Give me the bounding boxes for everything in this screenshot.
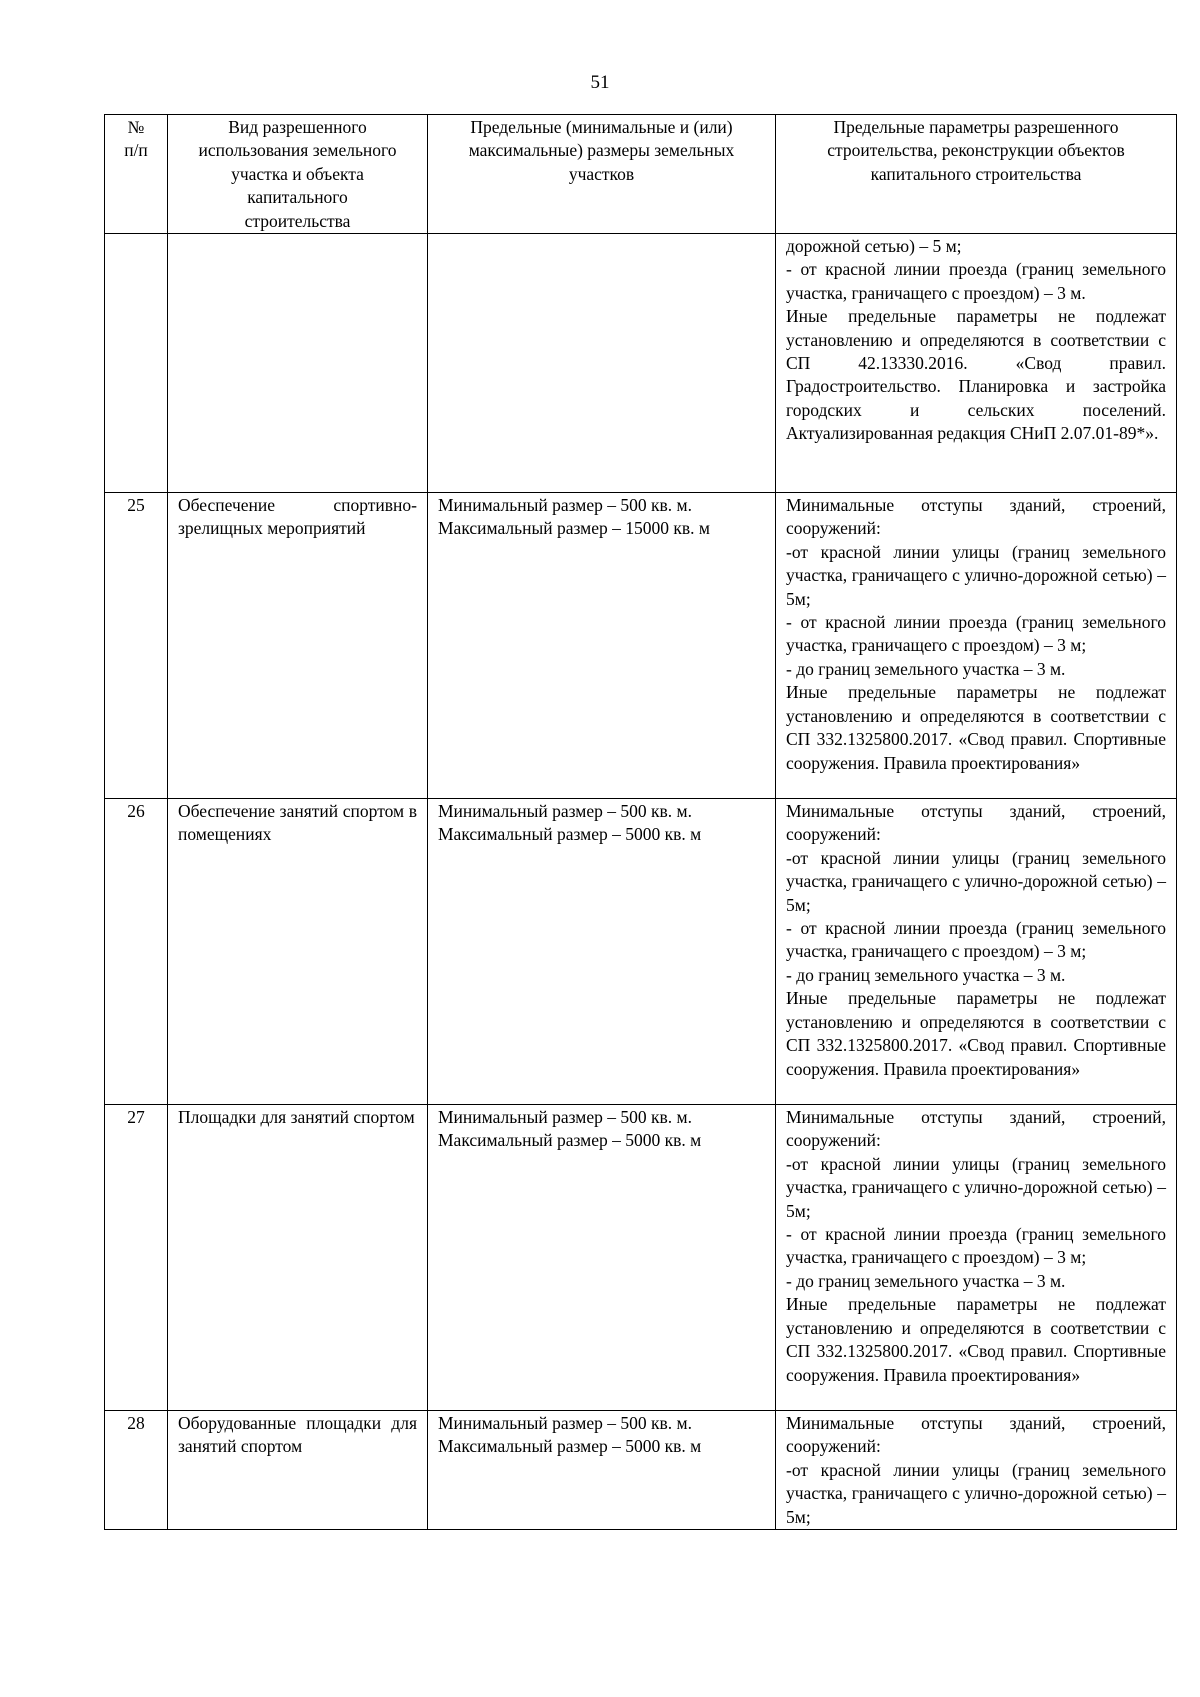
- page-number: 51: [590, 72, 610, 93]
- param-line: - до границ земельного участка – 3 м.: [786, 1270, 1066, 1291]
- param-line: - от красной линии проезда (границ земельного участка, граничащего с проездом) – 3 м.: [786, 259, 1166, 303]
- param-line: Минимальные отступы зданий, строений, сооружений:: [786, 1107, 1166, 1151]
- param-line: -от красной линии улицы (границ земельного участка, граничащего с улично-дорожной сетью) – 5м;: [786, 541, 1166, 609]
- param-line: Иные предельные параметры не подлежат установлению и определяются в соответствии с СП 42.13330.2016. «Свод правил. Градостроительство. Планировка и застройка городских и сельских поселений. Актуализированная редакция СНиП 2.07.01-89*».: [786, 306, 1166, 444]
- row-plot-sizes: [428, 799, 776, 1105]
- param-line: Иные предельные параметры не подлежат установлению и определяются в соответствии с СП 332.1325800.2017. «Свод правил. Спортивные сооружения. Правила проектирования»: [786, 988, 1166, 1079]
- param-line: -от красной линии улицы (границ земельного участка, граничащего с улично-дорожной сетью) – 5м;: [786, 847, 1166, 915]
- param-line: -от красной линии улицы (границ земельного участка, граничащего с улично-дорожной сетью) – 5м;: [786, 1459, 1166, 1527]
- size-line: Максимальный размер – 5000 кв. м: [438, 1130, 702, 1151]
- size-line: Максимальный размер – 5000 кв. м: [438, 1436, 702, 1457]
- size-line: Максимальный размер – 5000 кв. м: [438, 824, 702, 845]
- param-line: Минимальные отступы зданий, строений, сооружений:: [786, 801, 1166, 845]
- row-use-type: [168, 234, 428, 493]
- param-line: дорожной сетью) – 5 м;: [786, 236, 962, 257]
- param-line: Иные предельные параметры не подлежат установлению и определяются в соответствии с СП 332.1325800.2017. «Свод правил. Спортивные сооружения. Правила проектирования»: [786, 682, 1166, 773]
- header-number: № п/п: [105, 115, 168, 234]
- row-number: [105, 234, 168, 493]
- row-number: 27: [105, 1105, 168, 1411]
- table-row: [105, 1105, 1177, 1411]
- row-plot-sizes: [428, 1105, 776, 1411]
- size-line: Минимальный размер – 500 кв. м.: [438, 495, 692, 516]
- row-use-type: Площадки для занятий спортом: [168, 1105, 428, 1411]
- row-construction-params: [776, 1105, 1177, 1411]
- row-plot-sizes: [428, 493, 776, 799]
- param-line: - от красной линии проезда (границ земельного участка, граничащего с проездом) – 3 м;: [786, 918, 1166, 962]
- row-plot-sizes: [428, 1411, 776, 1530]
- table-row: [105, 1411, 1177, 1530]
- size-line: Минимальный размер – 500 кв. м.: [438, 1107, 692, 1128]
- size-line: Минимальный размер – 500 кв. м.: [438, 1413, 692, 1434]
- param-line: - от красной линии проезда (границ земельного участка, граничащего с проездом) – 3 м;: [786, 1224, 1166, 1268]
- row-number: 26: [105, 799, 168, 1105]
- row-construction-params: [776, 1411, 1177, 1530]
- table-row: [105, 799, 1177, 1105]
- row-construction-params: [776, 799, 1177, 1105]
- row-construction-params: [776, 493, 1177, 799]
- param-line: Минимальные отступы зданий, строений, сооружений:: [786, 495, 1166, 539]
- param-line: - до границ земельного участка – 3 м.: [786, 658, 1066, 679]
- row-use-type: Обеспечение занятий спортом в помещениях: [168, 799, 428, 1105]
- row-plot-sizes: [428, 234, 776, 493]
- table-row-continuation: [105, 234, 1177, 493]
- row-use-type: Обеспечение спортивно-зрелищных мероприятий: [168, 493, 428, 799]
- size-line: Максимальный размер – 15000 кв. м: [438, 518, 710, 539]
- row-number: 28: [105, 1411, 168, 1530]
- param-line: - до границ земельного участка – 3 м.: [786, 964, 1066, 985]
- param-line: Иные предельные параметры не подлежат установлению и определяются в соответствии с СП 332.1325800.2017. «Свод правил. Спортивные сооружения. Правила проектирования»: [786, 1294, 1166, 1385]
- table-header-row: [105, 115, 1177, 234]
- param-line: -от красной линии улицы (границ земельного участка, граничащего с улично-дорожной сетью) – 5м;: [786, 1153, 1166, 1221]
- param-line: - от красной линии проезда (границ земельного участка, граничащего с проездом) – 3 м;: [786, 612, 1166, 656]
- row-construction-params: [776, 234, 1177, 493]
- header-use-type: Вид разрешенного использования земельного участка и объекта капитального строительства: [168, 115, 428, 234]
- table-row: [105, 493, 1177, 799]
- header-construction-params: Предельные параметры разрешенного строительства, реконструкции объектов капитального строительства: [776, 115, 1177, 234]
- row-number: 25: [105, 493, 168, 799]
- header-plot-sizes: Предельные (минимальные и (или) максимальные) размеры земельных участков: [428, 115, 776, 234]
- row-use-type: Оборудованные площадки для занятий спортом: [168, 1411, 428, 1530]
- size-line: Минимальный размер – 500 кв. м.: [438, 801, 692, 822]
- param-line: Минимальные отступы зданий, строений, сооружений:: [786, 1413, 1166, 1457]
- regulations-table: [104, 114, 1177, 1530]
